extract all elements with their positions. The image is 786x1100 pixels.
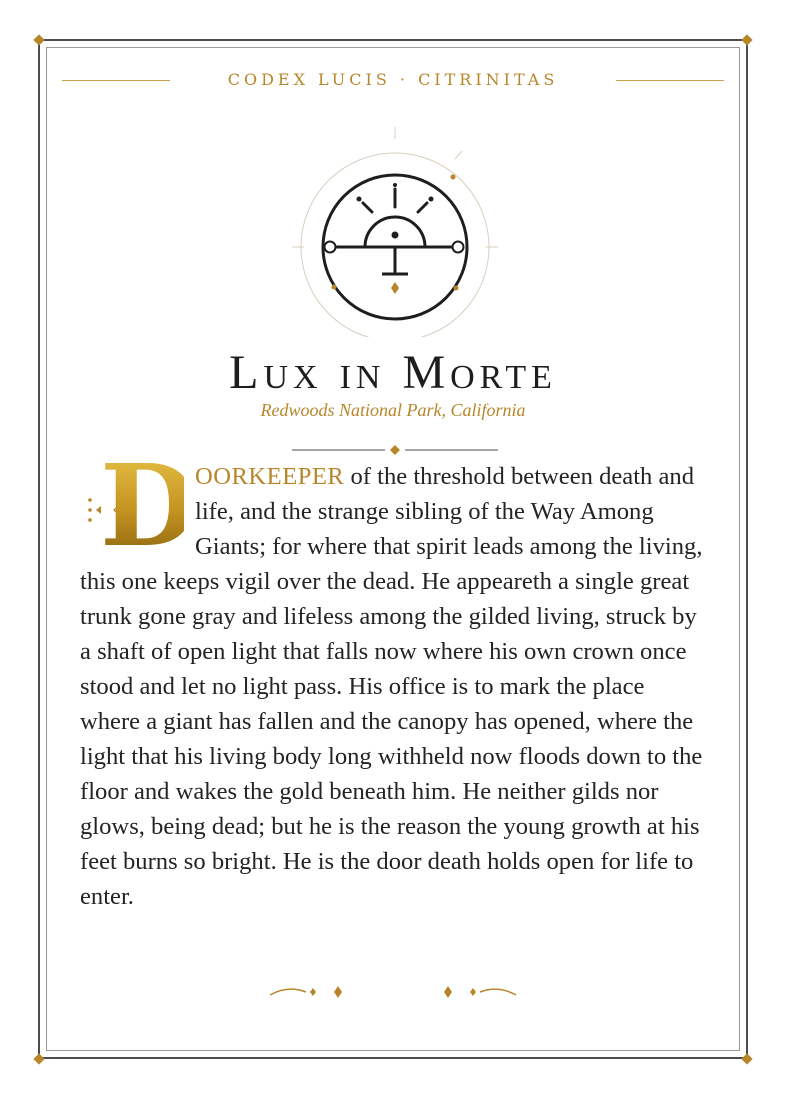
drop-cap-letter: D [100,441,198,572]
flourish-ornament-icon [268,978,518,1008]
body-text: of the threshold between death and life, and the strange sibling of the Way Among Giants; for where that spirit leads among the living, this one keeps vigil over the dead. He appeareth a single great trunk gone gray and lifeless among the gilded living, struck by a shaft of open light that falls now where his own crown once stood and let no light pass. His office is to mark the place where a giant has fallen and the canopy has opened, where the light that his living body long withheld now floods down to the floor and wakes the gold beneath him. He neither gilds nor glows, being dead; but he is the reason the young growth at his feet burns so bright. He is the door death holds open for life to enter. [80,463,703,910]
header-rule-right [616,80,724,81]
body-paragraph [80,441,710,914]
diamond-divider-icon [290,440,500,460]
page-title: Lux in Morte [229,346,557,399]
rising-sun-sigil-icon [290,127,500,337]
lead-word: OORKEEPER [195,463,345,490]
header-text: CODEX LUCIS · CITRINITAS [227,70,559,89]
location-subtitle: Redwoods National Park, California [260,400,526,420]
header [60,68,726,94]
